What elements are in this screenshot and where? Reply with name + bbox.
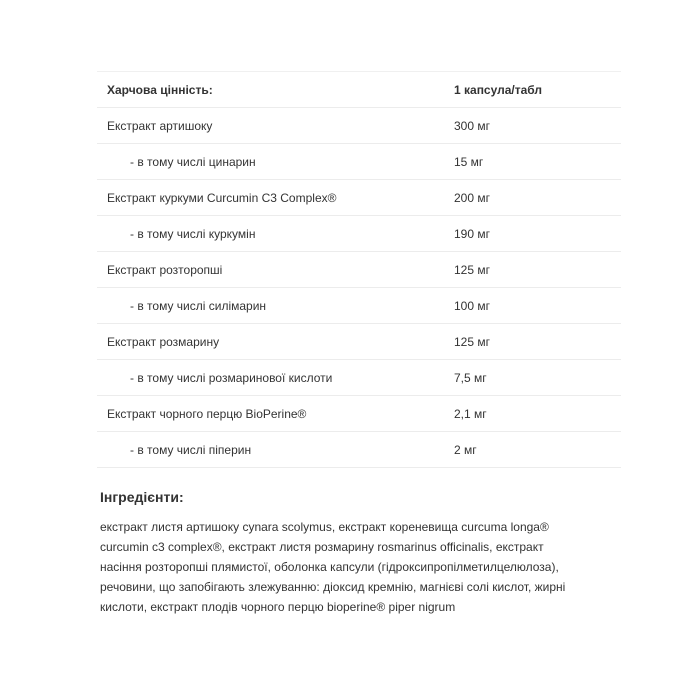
nutrient-name: Екстракт артишоку (107, 118, 213, 133)
ingredients-text: екстракт листя артишоку cynara scolymus, екстракт кореневища curcuma longa® curcumin c3 complex®, екстракт листя розмарину rosmarinus officinalis, екстракт насіння розторопші плямистої, оболонка капсули (гідроксипропілметилцелюлоза), речовини, що запобігають злежуванню: діоксид кремнію, магнієві солі кислот, жирні кислоти, екстракт плодів чорного перцю bioperine® piper nigrum (100, 520, 566, 614)
table-row (97, 360, 621, 396)
table-body (97, 108, 621, 468)
nutrient-name: Екстракт розторопші (107, 262, 223, 277)
table-row (97, 432, 621, 468)
table-row (97, 180, 621, 216)
table-row (97, 144, 621, 180)
nutrient-amount: 300 мг (454, 118, 490, 133)
nutrient-name: - в тому числі піперин (130, 442, 252, 457)
nutrient-amount: 2 мг (454, 442, 477, 457)
nutrient-name: Екстракт куркуми Curcumin C3 Complex® (107, 190, 337, 205)
nutrient-amount: 190 мг (454, 226, 490, 241)
header-nutrient: Харчова цінність: (107, 82, 213, 97)
table-header-row (97, 72, 621, 108)
nutrient-amount: 100 мг (454, 298, 490, 313)
nutrient-name: Екстракт чорного перцю BioPerine® (107, 406, 307, 421)
nutrient-amount: 125 мг (454, 262, 490, 277)
ingredients-title: Інгредієнти: (100, 489, 184, 505)
table-row (97, 288, 621, 324)
nutrient-amount: 15 мг (454, 154, 484, 169)
header-amount: 1 капсула/табл (454, 82, 543, 97)
table-row (97, 216, 621, 252)
nutrient-amount: 200 мг (454, 190, 490, 205)
nutrient-name: - в тому числі силімарин (130, 298, 267, 313)
table-row (97, 108, 621, 144)
table-row (97, 324, 621, 360)
nutrient-amount: 2,1 мг (454, 406, 487, 421)
nutrient-amount: 125 мг (454, 334, 490, 349)
nutrition-table (97, 71, 621, 468)
nutrient-name: - в тому числі цинарин (130, 154, 256, 169)
table-row (97, 252, 621, 288)
nutrient-name: - в тому числі куркумін (130, 226, 256, 241)
nutrient-name: - в тому числі розмаринової кислоти (130, 370, 333, 385)
nutrient-amount: 7,5 мг (454, 370, 487, 385)
table-row (97, 396, 621, 432)
nutrient-name: Екстракт розмарину (107, 334, 220, 349)
